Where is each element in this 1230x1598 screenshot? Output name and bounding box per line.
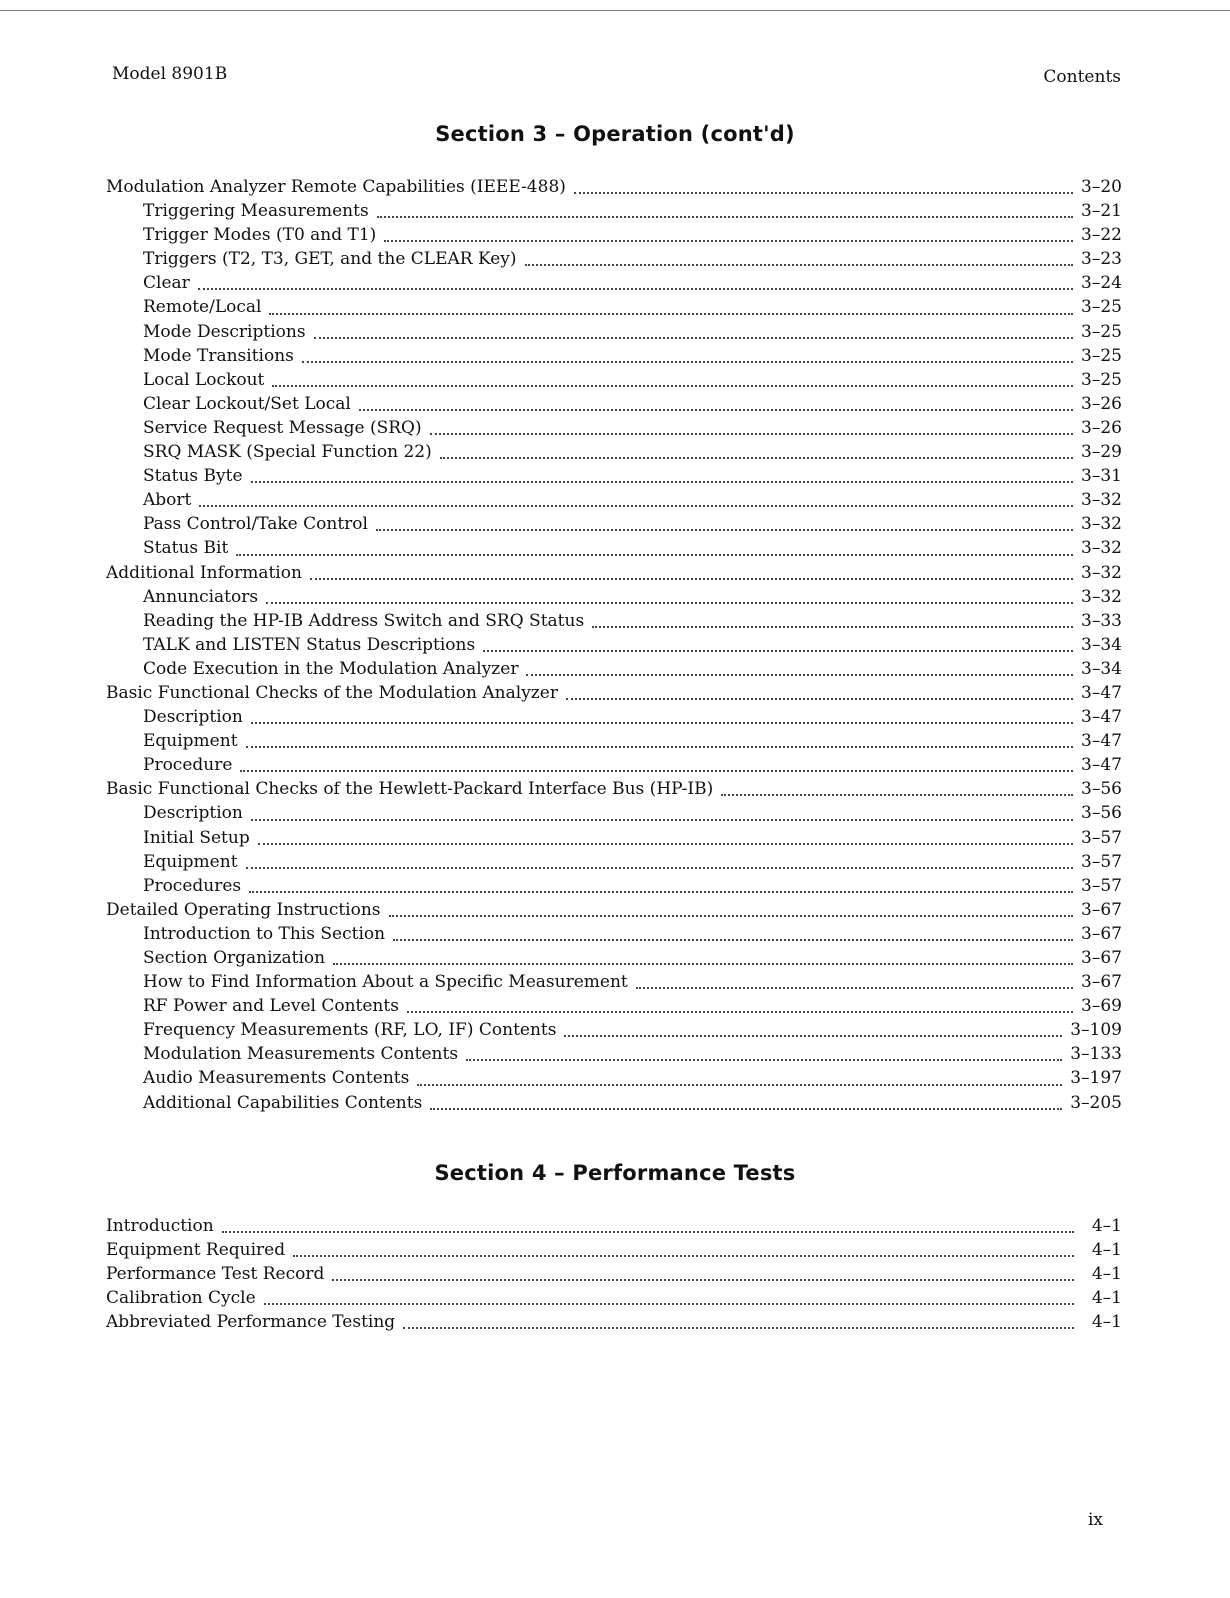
toc-entry-page: 3–32	[1081, 586, 1122, 607]
toc-entry-page: 4–1	[1091, 1312, 1122, 1333]
toc-entry-title: Equipment	[143, 851, 238, 872]
toc-entry	[106, 488, 1122, 512]
toc-entry	[106, 440, 1122, 464]
toc-entry-title: Triggering Measurements	[143, 201, 369, 222]
toc-entry-title: Description	[143, 803, 243, 824]
toc-entry-page: 3–25	[1081, 297, 1122, 318]
toc-entry-title: SRQ MASK (Special Function 22)	[143, 442, 432, 463]
toc-entry-title: Basic Functional Checks of the Modulation Analyzer	[106, 682, 558, 703]
toc-entry-page: 3–24	[1081, 273, 1122, 294]
toc-entry	[106, 994, 1122, 1018]
toc-dot-leader	[236, 553, 1073, 556]
toc-dot-leader	[222, 1230, 1074, 1233]
toc-entry-title: TALK and LISTEN Status Descriptions	[143, 634, 476, 655]
toc-entry	[106, 705, 1122, 729]
header-contents: Contents	[1043, 67, 1121, 87]
toc-entry-page: 3–32	[1081, 514, 1122, 535]
toc-dot-leader	[293, 1254, 1074, 1257]
toc-dot-leader	[417, 1083, 1062, 1086]
toc-entry-page: 3–56	[1081, 779, 1122, 800]
toc-entry-page: 4–1	[1091, 1216, 1122, 1236]
toc-dot-leader	[430, 1107, 1062, 1110]
toc-entry-page: 3–31	[1081, 466, 1122, 487]
toc-entry-title: RF Power and Level Contents	[143, 996, 399, 1017]
toc-entry	[106, 1238, 1122, 1262]
toc-entry-page: 3–47	[1081, 707, 1122, 728]
toc-entry	[106, 199, 1122, 223]
toc-entry-page: 3–23	[1081, 249, 1122, 270]
toc-entry-title: Status Byte	[143, 466, 243, 487]
toc-entry-title: Mode Descriptions	[143, 321, 306, 342]
toc-entry	[106, 344, 1122, 368]
toc-dot-leader	[592, 625, 1073, 628]
scan-edge-line	[0, 10, 1230, 11]
toc-entry-title: Introduction	[106, 1216, 214, 1236]
toc-entry	[106, 512, 1122, 536]
toc-entry-page: 3–33	[1081, 610, 1122, 631]
toc-entry-title: Additional Information	[106, 562, 302, 583]
toc-entry-title: Detailed Operating Instructions	[106, 899, 381, 920]
section-3-title: Section 3 – Operation (cont'd)	[435, 122, 795, 146]
toc-entry	[106, 777, 1122, 801]
toc-entry-page: 3–56	[1081, 803, 1122, 824]
toc-dot-leader	[251, 818, 1073, 821]
toc-entry-title: Description	[143, 707, 243, 728]
toc-entry	[106, 826, 1122, 850]
toc-entry-page: 3–34	[1081, 658, 1122, 679]
toc-entry	[106, 1066, 1122, 1090]
toc-entry-title: Abbreviated Performance Testing	[106, 1312, 396, 1333]
toc-dot-leader	[377, 215, 1073, 218]
toc-dot-leader	[466, 1058, 1062, 1061]
toc-entry-page: 3–34	[1081, 634, 1122, 655]
toc-entry-title: Additional Capabilities Contents	[143, 1092, 423, 1113]
toc-entry-page: 3–67	[1081, 923, 1122, 944]
toc-entry-page: 4–1	[1091, 1264, 1122, 1285]
toc-dot-leader	[240, 769, 1073, 772]
toc-entry-title: Performance Test Record	[106, 1264, 325, 1285]
toc-entry-title: Introduction to This Section	[143, 923, 386, 944]
toc-entry-title: Equipment	[143, 731, 238, 752]
toc-dot-leader	[526, 673, 1073, 676]
toc-entry-page: 3–109	[1070, 1020, 1122, 1041]
toc-dot-leader	[332, 1278, 1074, 1281]
toc-entry-page: 3–32	[1081, 538, 1122, 559]
toc-entry-title: Triggers (T2, T3, GET, and the CLEAR Key)	[143, 249, 517, 270]
toc-entry-title: Reading the HP-IB Address Switch and SRQ Status	[143, 610, 585, 631]
toc-entry-page: 3–26	[1081, 417, 1122, 438]
toc-entry-title: Initial Setup	[143, 827, 250, 848]
toc-entry	[106, 1262, 1122, 1286]
section-4-title: Section 4 – Performance Tests	[434, 1161, 796, 1185]
toc-entry-title: Service Request Message (SRQ)	[143, 417, 422, 438]
toc-entry-page: 3–26	[1081, 393, 1122, 414]
toc-dot-leader	[440, 456, 1073, 459]
toc-dot-leader	[384, 239, 1073, 242]
toc-entry-title: Remote/Local	[143, 297, 262, 318]
section-3-toc	[106, 175, 1122, 1115]
toc-entry-page: 3–69	[1081, 996, 1122, 1017]
toc-entry	[106, 175, 1122, 199]
toc-entry-page: 3–67	[1081, 899, 1122, 920]
toc-entry-title: Clear	[143, 273, 190, 294]
toc-dot-leader	[249, 890, 1073, 893]
toc-entry-title: Pass Control/Take Control	[143, 514, 368, 535]
toc-entry-page: 3–205	[1070, 1092, 1122, 1113]
toc-dot-leader	[258, 842, 1073, 845]
toc-entry-title: Procedures	[143, 875, 242, 896]
toc-entry	[106, 801, 1122, 825]
toc-entry-title: Section Organization	[143, 948, 326, 968]
toc-entry	[106, 946, 1122, 970]
toc-entry-title: Modulation Analyzer Remote Capabilities (IEEE-488)	[106, 177, 566, 197]
toc-dot-leader	[251, 480, 1074, 483]
toc-entry-title: Procedure	[143, 755, 233, 776]
toc-entry-page: 3–32	[1081, 562, 1122, 583]
toc-entry-page: 3–47	[1081, 682, 1122, 703]
toc-entry-page: 4–1	[1091, 1240, 1122, 1261]
toc-entry	[106, 585, 1122, 609]
toc-entry-title: Abort	[143, 490, 192, 511]
toc-entry-title: Basic Functional Checks of the Hewlett-Packard Interface Bus (HP-IB)	[106, 779, 714, 800]
toc-entry-page: 3–25	[1081, 345, 1122, 366]
toc-dot-leader	[246, 866, 1074, 869]
toc-entry-page: 3–57	[1081, 827, 1122, 848]
toc-dot-leader	[564, 1034, 1062, 1037]
toc-entry	[106, 295, 1122, 319]
toc-dot-leader	[389, 914, 1074, 917]
toc-dot-leader	[525, 263, 1074, 266]
toc-entry	[106, 247, 1122, 271]
toc-entry	[106, 681, 1122, 705]
toc-dot-leader	[246, 745, 1074, 748]
toc-entry-page: 3–22	[1081, 225, 1122, 246]
toc-entry-title: Audio Measurements Contents	[143, 1068, 410, 1089]
toc-entry	[106, 1310, 1122, 1334]
toc-entry	[106, 970, 1122, 994]
toc-entry-title: Equipment Required	[106, 1240, 286, 1261]
toc-entry-title: Annunciators	[143, 586, 259, 607]
toc-entry	[106, 1042, 1122, 1066]
toc-entry-page: 3–57	[1081, 851, 1122, 872]
toc-entry	[106, 753, 1122, 777]
toc-entry-page: 3–25	[1081, 321, 1122, 342]
toc-dot-leader	[721, 793, 1073, 796]
toc-entry	[106, 223, 1122, 247]
toc-entry-title: Clear Lockout/Set Local	[143, 393, 351, 414]
toc-entry	[106, 657, 1122, 681]
toc-entry-page: 3–57	[1081, 875, 1122, 896]
toc-entry	[106, 633, 1122, 657]
toc-dot-leader	[636, 986, 1073, 989]
toc-dot-leader	[310, 577, 1073, 580]
toc-entry	[106, 874, 1122, 898]
toc-entry-page: 3–47	[1081, 731, 1122, 752]
toc-entry	[106, 464, 1122, 488]
toc-entry-title: Code Execution in the Modulation Analyzer	[143, 658, 519, 679]
toc-entry-title: Modulation Measurements Contents	[143, 1044, 459, 1065]
section-4-toc	[106, 1214, 1122, 1334]
toc-entry-title: Status Bit	[143, 538, 229, 559]
toc-dot-leader	[403, 1326, 1074, 1329]
toc-entry	[106, 729, 1122, 753]
toc-entry	[106, 320, 1122, 344]
toc-dot-leader	[264, 1302, 1074, 1305]
toc-entry-page: 3–20	[1081, 177, 1122, 197]
toc-entry	[106, 368, 1122, 392]
toc-dot-leader	[272, 384, 1073, 387]
toc-entry-page: 3–133	[1070, 1044, 1122, 1065]
toc-entry-title: Calibration Cycle	[106, 1288, 256, 1309]
toc-dot-leader	[393, 938, 1073, 941]
toc-entry	[106, 922, 1122, 946]
toc-dot-leader	[199, 504, 1073, 507]
toc-entry	[106, 850, 1122, 874]
toc-dot-leader	[333, 962, 1073, 965]
toc-dot-leader	[302, 360, 1073, 363]
toc-entry	[106, 561, 1122, 585]
toc-dot-leader	[566, 697, 1073, 700]
toc-entry-page: 3–67	[1081, 972, 1122, 993]
toc-entry-title: Trigger Modes (T0 and T1)	[143, 225, 377, 246]
toc-dot-leader	[314, 336, 1074, 339]
toc-entry-title: How to Find Information About a Specific Measurement	[143, 972, 628, 993]
toc-dot-leader	[251, 721, 1073, 724]
toc-entry	[106, 392, 1122, 416]
toc-dot-leader	[198, 287, 1073, 290]
toc-dot-leader	[574, 191, 1073, 194]
toc-dot-leader	[266, 601, 1073, 604]
toc-dot-leader	[359, 408, 1073, 411]
toc-entry	[106, 1286, 1122, 1310]
toc-dot-leader	[269, 312, 1073, 315]
toc-entry	[106, 416, 1122, 440]
toc-entry-page: 3–197	[1070, 1068, 1122, 1089]
toc-entry	[106, 271, 1122, 295]
toc-dot-leader	[376, 528, 1073, 531]
toc-entry-title: Frequency Measurements (RF, LO, IF) Contents	[143, 1020, 557, 1041]
toc-dot-leader	[483, 649, 1073, 652]
toc-entry	[106, 1214, 1122, 1238]
toc-dot-leader	[430, 432, 1073, 435]
toc-entry-page: 3–47	[1081, 755, 1122, 776]
toc-entry-title: Mode Transitions	[143, 345, 294, 366]
toc-entry	[106, 1091, 1122, 1115]
toc-entry	[106, 1018, 1122, 1042]
toc-entry-page: 3–21	[1081, 201, 1122, 222]
page-number: ix	[1087, 1510, 1103, 1530]
toc-entry-page: 3–32	[1081, 490, 1122, 511]
toc-entry-page: 3–29	[1081, 442, 1122, 463]
toc-entry-page: 3–67	[1081, 948, 1122, 968]
toc-entry-page: 4–1	[1091, 1288, 1122, 1309]
toc-entry	[106, 609, 1122, 633]
toc-entry-title: Local Lockout	[143, 369, 265, 390]
toc-entry	[106, 898, 1122, 922]
toc-entry	[106, 536, 1122, 560]
header-model: Model 8901B	[112, 64, 228, 84]
toc-dot-leader	[407, 1010, 1073, 1013]
toc-entry-page: 3–25	[1081, 369, 1122, 390]
